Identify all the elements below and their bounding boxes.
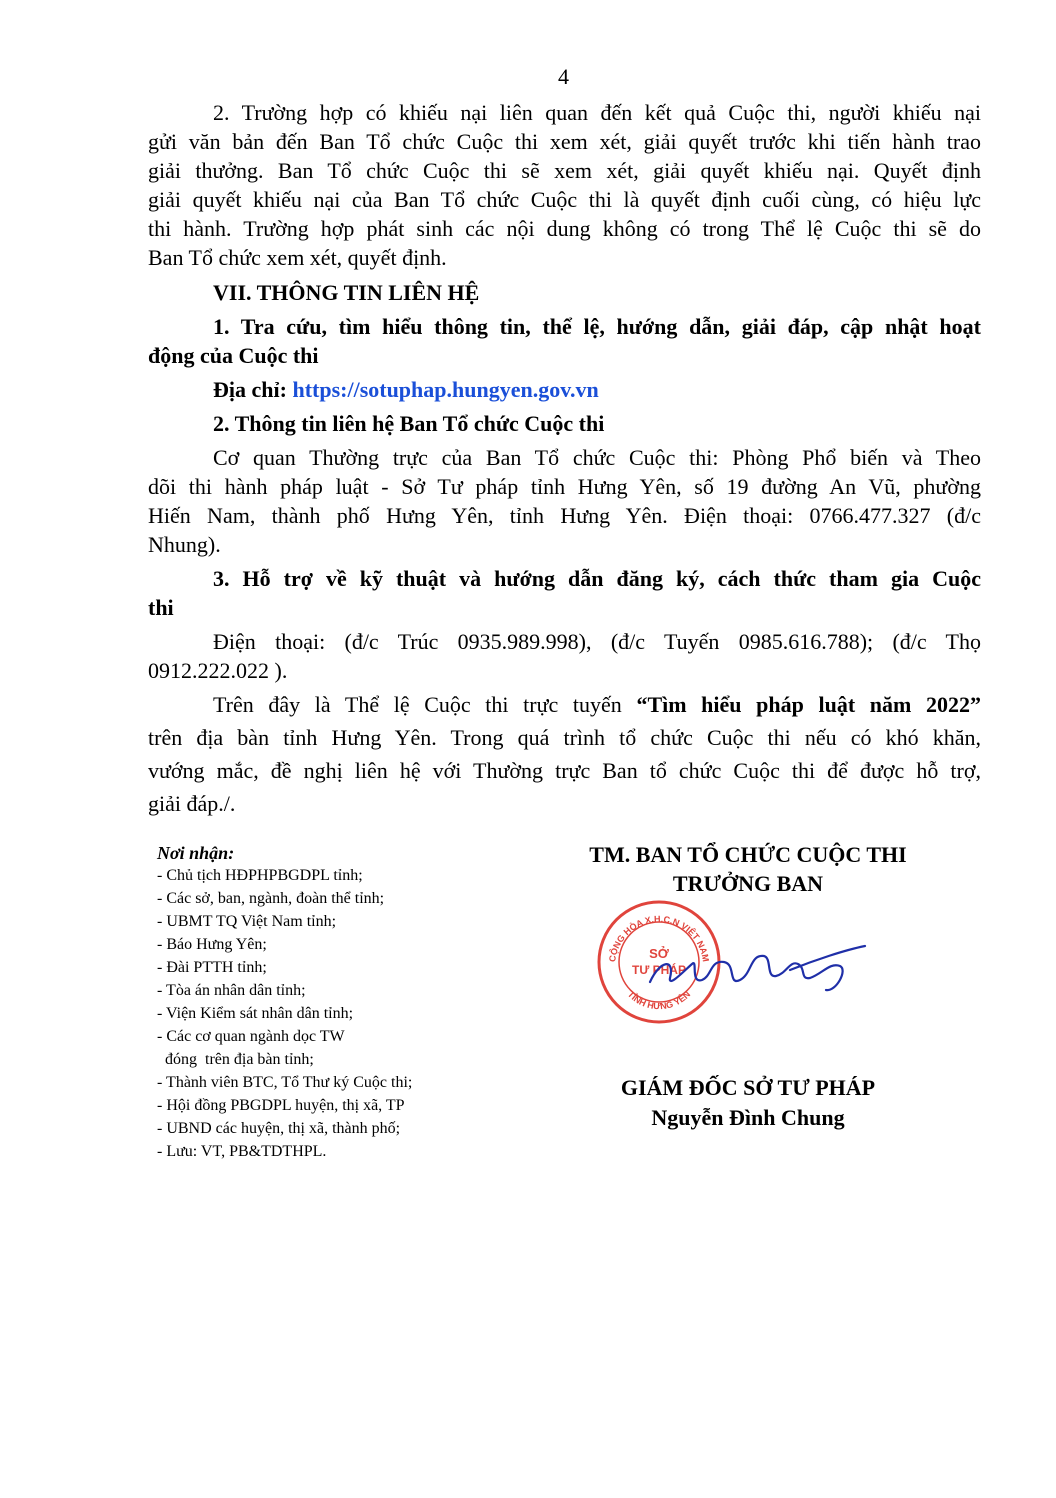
paragraph-line: thi hành. Trường hợp phát sinh các nội dung không có trong Thể lệ Cuộc thi sẽ do [148, 216, 981, 241]
stamp-top-text: CỘNG HÒA X.H.C.N VIỆT NAM [607, 913, 711, 963]
paragraph-line: gửi văn bản đến Ban Tổ chức Cuộc thi xem xét, giải quyết trước khi tiến hành trao [148, 129, 981, 154]
recipient-item: - Các cơ quan ngành dọc TW [157, 1028, 345, 1045]
recipient-item: - UBND các huyện, thị xã, thành phố; [157, 1120, 401, 1137]
item1-title-line: 1. Tra cứu, tìm hiểu thông tin, thể lệ, hướng dẫn, giải đáp, cập nhật hoạt [213, 314, 981, 339]
item2-text-line: Hiến Nam, thành phố Hưng Yên, tỉnh Hưng Yên. Điện thoại: 0766.477.327 (đ/c [148, 503, 981, 528]
signer-name: Nguyễn Đình Chung [651, 1105, 845, 1130]
item1-title-line: động của Cuộc thi [148, 343, 319, 368]
closing-line: giải đáp./. [148, 791, 236, 816]
recipient-item: đóng trên địa bàn tỉnh; [157, 1051, 314, 1068]
paragraph-line: 2. Trường hợp có khiếu nại liên quan đến kết quả Cuộc thi, người khiếu nại [213, 100, 981, 125]
stamp-center-top: SỞ [649, 946, 669, 961]
item2-title: 2. Thông tin liên hệ Ban Tổ chức Cuộc thi [213, 411, 605, 436]
handwritten-signature [640, 940, 870, 1000]
item3-title-line: thi [148, 595, 174, 620]
recipient-item: - Báo Hưng Yên; [157, 936, 267, 953]
item2-text-line: Nhung). [148, 532, 221, 557]
stamp-bottom-text: TỈNH HƯNG YÊN [625, 989, 693, 1012]
closing-prefix: Trên đây là Thể lệ Cuộc thi trực tuyến [213, 692, 637, 717]
closing-first-line [213, 690, 981, 719]
recipient-item: - UBMT TQ Việt Nam tỉnh; [157, 913, 337, 930]
recipient-item: - Hội đồng PBGDPL huyện, thị xã, TP [157, 1097, 405, 1114]
recipient-item: - Các sở, ban, ngành, đoàn thể tỉnh; [157, 890, 385, 907]
item3-text-line: 0912.222.022 ). [148, 658, 288, 683]
section-title: VII. THÔNG TIN LIÊN HỆ [213, 280, 480, 305]
item2-text-line: dõi thi hành pháp luật - Sở Tư pháp tỉnh Hưng Yên, số 19 đường An Vũ, phường [148, 474, 981, 499]
paragraph-line: giải thưởng. Ban Tổ chức Cuộc thi sẽ xem xét, giải quyết khiếu nại. Quyết định [148, 158, 981, 183]
address-link[interactable]: https://sotuphap.hungyen.gov.vn [292, 377, 599, 402]
address-line [213, 375, 599, 404]
recipient-item: - Viện Kiểm sát nhân dân tỉnh; [157, 1005, 354, 1022]
closing-contest-name: “Tìm hiểu pháp luật năm 2022” [636, 692, 981, 717]
recipient-item: - Lưu: VT, PB&TDTHPL. [157, 1143, 327, 1160]
item3-title-line: 3. Hỗ trợ về kỹ thuật và hướng dẫn đăng ký, cách thức tham gia Cuộc [213, 566, 981, 591]
item2-text-line: Cơ quan Thường trực của Ban Tổ chức Cuộc thi: Phòng Phổ biến và Theo [213, 445, 981, 470]
closing-line: vướng mắc, đề nghị liên hệ với Thường trực Ban tổ chức Cuộc thi để được hỗ trợ, [148, 758, 981, 783]
recipient-item: - Chủ tịch HĐPHPBGDPL tỉnh; [157, 867, 363, 884]
signature-role: TRƯỞNG BAN [672, 871, 824, 896]
closing-line: trên địa bàn tỉnh Hưng Yên. Trong quá trình tổ chức Cuộc thi nếu có khó khăn, [148, 725, 981, 750]
recipient-item: - Tòa án nhân dân tỉnh; [157, 982, 306, 999]
paragraph-line: Ban Tổ chức xem xét, quyết định. [148, 245, 447, 270]
recipient-item: - Thành viên BTC, Tổ Thư ký Cuộc thi; [157, 1074, 413, 1091]
signer-position: GIÁM ĐỐC SỞ TƯ PHÁP [620, 1075, 876, 1100]
item3-text-line: Điện thoại: (đ/c Trúc 0935.989.998), (đ/c Tuyến 0985.616.788); (đ/c Thọ [213, 629, 981, 654]
recipient-item: - Đài PTTH tỉnh; [157, 959, 267, 976]
recipients-title: Nơi nhận: [157, 843, 235, 863]
signature-org: TM. BAN TỔ CHỨC CUỘC THI [589, 842, 907, 867]
page-number: 4 [558, 64, 569, 89]
address-label: Địa chỉ: [213, 377, 287, 402]
stamp-center-bottom: TƯ PHÁP [632, 963, 686, 977]
paragraph-line: giải quyết khiếu nại của Ban Tổ chức Cuộc thi là quyết định cuối cùng, có hiệu lực [148, 187, 981, 212]
